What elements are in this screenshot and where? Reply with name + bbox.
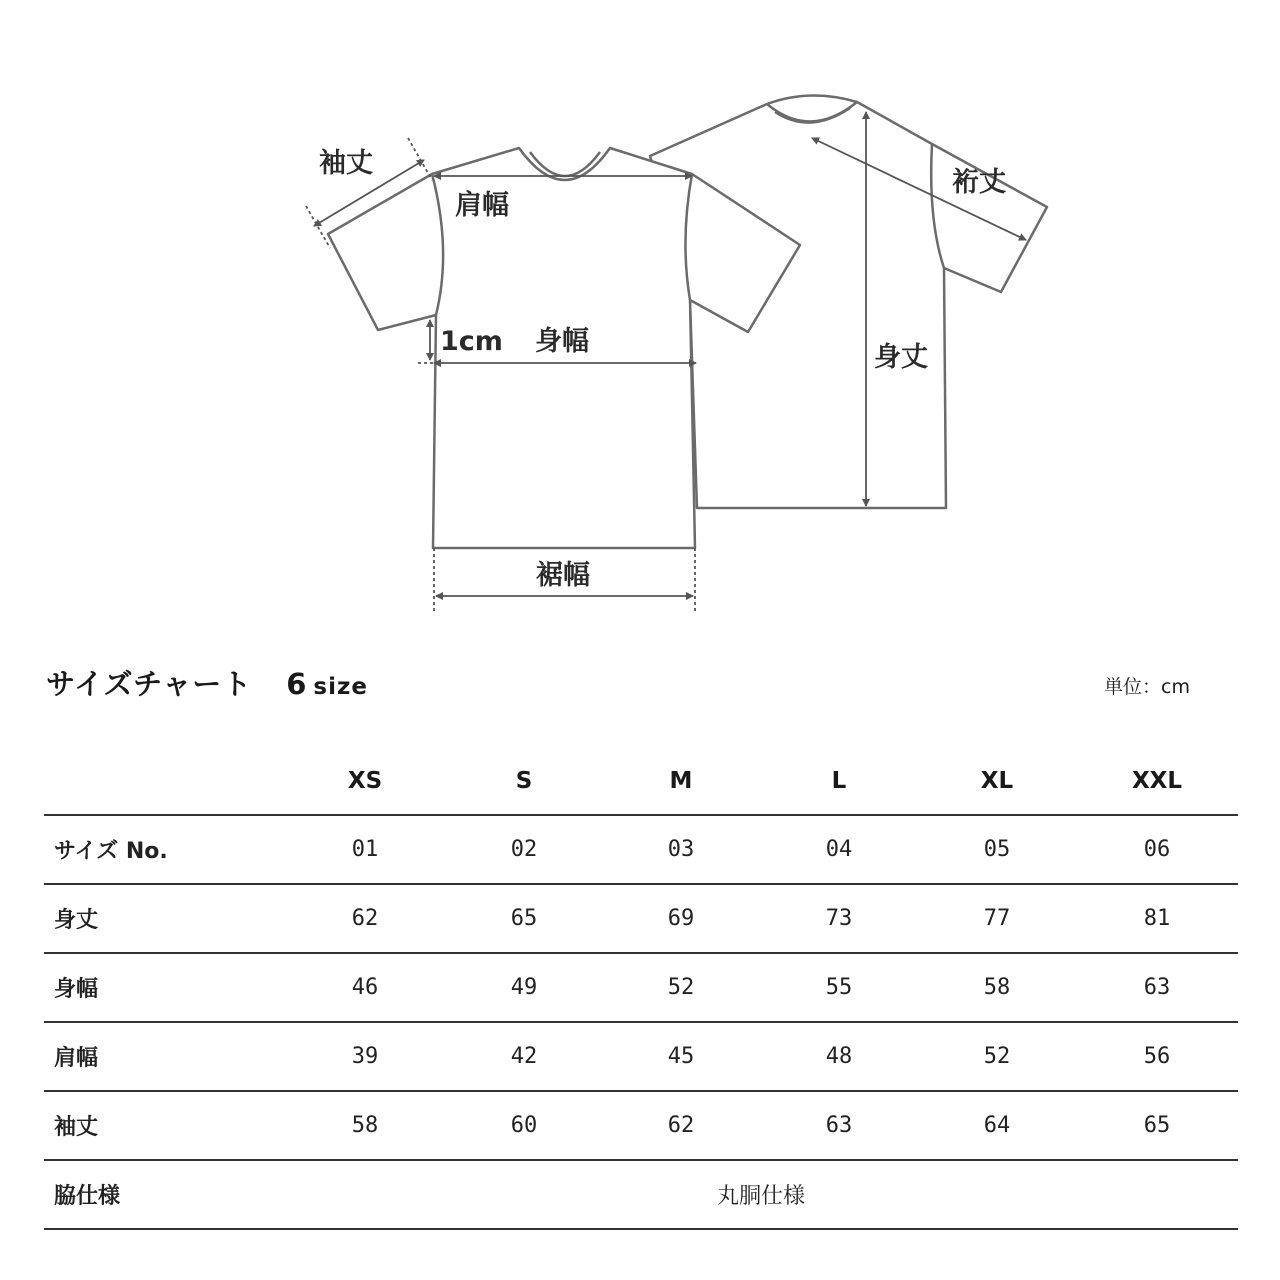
table-row [44,815,1238,884]
table-cell: 03 [602,815,760,884]
label-body-length: 身丈 [874,342,928,373]
table-cell: 49 [446,953,602,1022]
label-body-width: 身幅 [535,326,589,357]
size-suffix: size [313,674,368,700]
table-cell: 04 [760,815,918,884]
table-cell: 39 [284,1022,446,1091]
row-label: 身幅 [44,953,284,1022]
row-label: 肩幅 [44,1022,284,1091]
label-hem-width: 裾幅 [536,560,590,591]
label-offset: 1cm [440,326,503,357]
title-text: サイズチャート [46,667,253,701]
table-cell: 42 [446,1022,602,1091]
row-label: 脇仕様 [44,1160,284,1229]
table-row [44,1022,1238,1091]
header-size: S [446,748,602,815]
table-cell: 06 [1076,815,1238,884]
table-cell: 02 [446,815,602,884]
table-cell: 58 [284,1091,446,1160]
header-size: M [602,748,760,815]
table-cell: 73 [760,884,918,953]
header-size: XXL [1076,748,1238,815]
table-cell: 52 [602,953,760,1022]
table-cell: 69 [602,884,760,953]
header-size: XL [918,748,1076,815]
table-cell: 62 [602,1091,760,1160]
table-cell: 81 [1076,884,1238,953]
header-corner [44,748,284,815]
table-cell: 48 [760,1022,918,1091]
table-cell: 56 [1076,1022,1238,1091]
table-cell: 62 [284,884,446,953]
table-cell: 58 [918,953,1076,1022]
header-size: L [760,748,918,815]
table-cell: 65 [446,884,602,953]
table-cell: 60 [446,1091,602,1160]
label-yuki-length: 裄丈 [952,167,1006,198]
size-chart-title [46,662,368,703]
table-row-side-spec [44,1160,1238,1229]
table-cell: 63 [1076,953,1238,1022]
table-cell: 05 [918,815,1076,884]
table-cell: 64 [918,1091,1076,1160]
side-spec-value: 丸胴仕様 [284,1160,1238,1229]
table-cell: 65 [1076,1091,1238,1160]
table-row [44,884,1238,953]
table-row [44,953,1238,1022]
table-cell: 45 [602,1022,760,1091]
size-table [44,748,1238,1230]
row-label: 身丈 [44,884,284,953]
table-cell: 52 [918,1022,1076,1091]
table-cell: 01 [284,815,446,884]
label-shoulder-width: 肩幅 [455,190,509,221]
header-size: XS [284,748,446,815]
label-sleeve-length: 袖丈 [319,148,373,179]
row-label: 袖丈 [44,1091,284,1160]
row-label: サイズ No. [44,815,284,884]
table-row [44,1091,1238,1160]
table-cell: 77 [918,884,1076,953]
table-cell: 63 [760,1091,918,1160]
table-cell: 46 [284,953,446,1022]
size-count: 6 [286,667,308,701]
table-header-row [44,748,1238,815]
unit-label: 単位：cm [1104,676,1190,698]
table-cell: 55 [760,953,918,1022]
